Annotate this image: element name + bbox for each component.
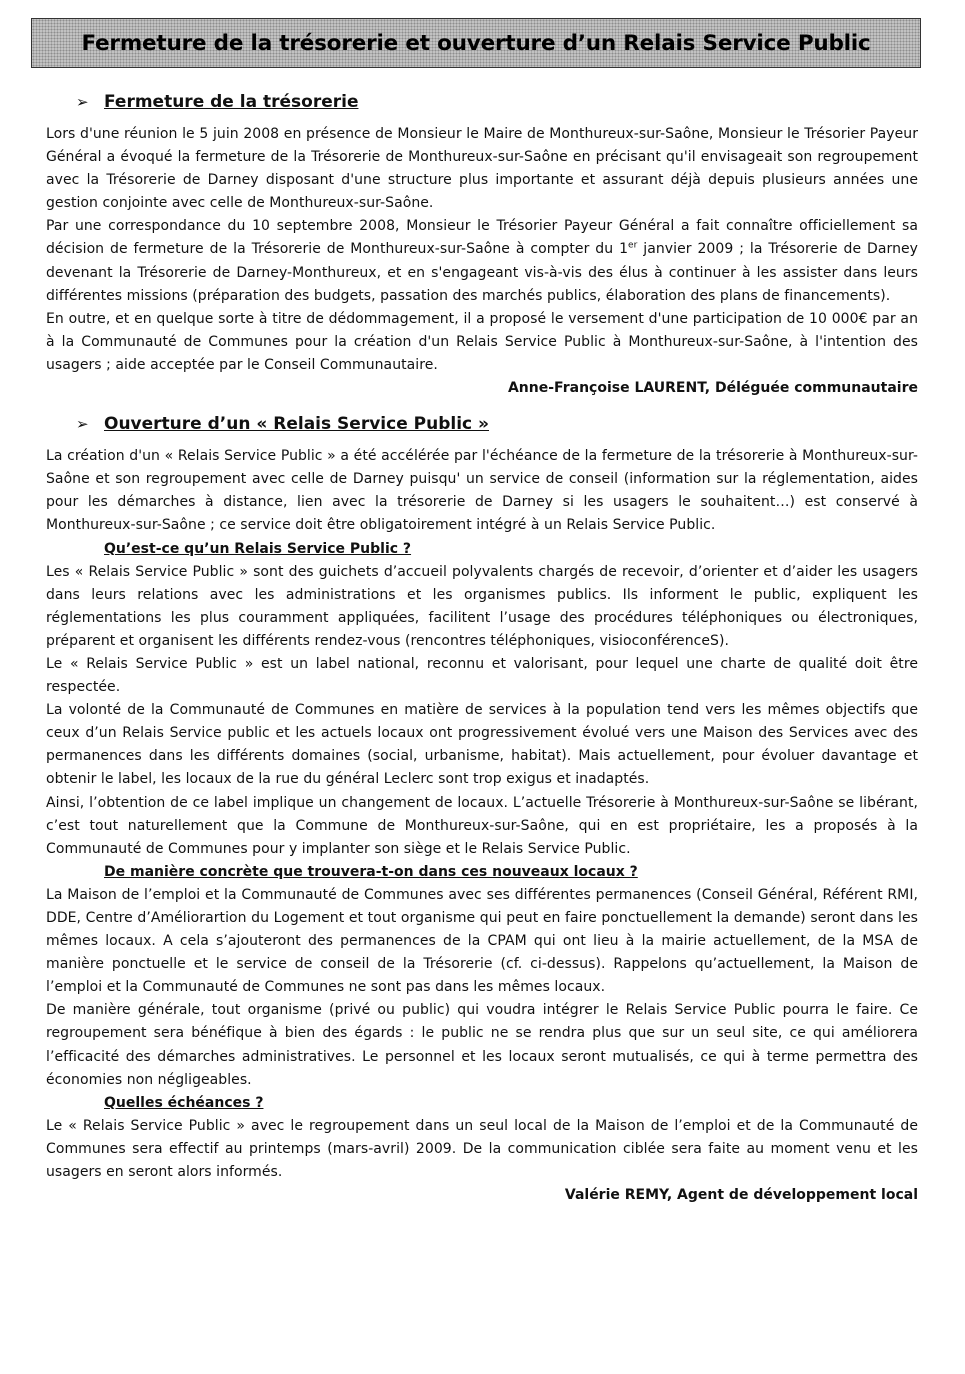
- paragraph-text: Par une correspondance du 10 septembre 2008, Monsieur le Trésorier Payeur Général a fait connaître officiellement sa décision de fermeture de la Trésorerie de Monthureux-sur-Saône à compter du 1: [46, 218, 918, 258]
- page-title: Fermeture de la trésorerie et ouverture d’un Relais Service Public: [81, 30, 871, 56]
- paragraph: [46, 215, 918, 307]
- paragraph-text: janvier 2009 ; la Trésorerie de Darney devenant la Trésorerie de Darney-Monthureux, et en s'engageant vis-à-vis des élus à continuer à les assister dans leurs différentes missions (préparation des budgets, passation des marchés publics, élaboration des plans de financements).: [46, 241, 918, 304]
- paragraph: De manière générale, tout organisme (privé ou public) qui voudra intégrer le Relais Service Public pourra le faire. Ce regroupement sera bénéfique à bien des égards : le public ne se rendra plus que sur un seul site, ce qui améliorera l’efficacité des démarches administratives. Le personnel et les locaux seront mutualisés, ce qui à terme permettra des économies non négligeables.: [46, 1002, 918, 1088]
- subheading: Qu’est-ce qu’un Relais Service Public ?: [104, 540, 412, 557]
- arrow-bullet-icon: ➢: [76, 93, 89, 111]
- author-signature: Anne-Françoise LAURENT, Déléguée communautaire: [507, 380, 918, 397]
- paragraph: La volonté de la Communauté de Communes en matière de services à la population tend vers les mêmes objectifs que ceux d’un Relais Service public et les actuels locaux ont progressivement évolué vers une Maison des Services avec des permanences dans les différents domaines (social, urbanisme, habitat). Mais actuellement, pour évoluer davantage et obtenir le label, les locaux de la rue du général Leclerc sont trop exigus et inadaptés.: [46, 702, 918, 788]
- paragraph: Ainsi, l’obtention de ce label implique un changement de locaux. L’actuelle Trésorerie à Monthureux-sur-Saône se libérant, c’est tout naturellement que la Commune de Monthureux-sur-Saône, qui en est propriétaire, les a proposés à la Communauté de Communes pour y implanter son siège et le Relais Service Public.: [46, 794, 918, 857]
- paragraph: En outre, et en quelque sorte à titre de dédommagement, il a proposé le versement d'une participation de 10 000€ par an à la Communauté de Communes pour la création d'un Relais Service Public à Monthureux-sur-Saône, à l'intention des usagers ; aide acceptée par le Conseil Communautaire.: [46, 310, 918, 373]
- paragraph: Lors d'une réunion le 5 juin 2008 en présence de Monsieur le Maire de Monthureux-sur-Saône, Monsieur le Trésorier Payeur Général a évoqué la fermeture de la Trésorerie de Monthureux-sur-Saône en précisant qu'il envisageait son regroupement avec la Trésorerie de Darney disposant d'une structure plus importante et assurant déjà depuis plusieurs années une gestion conjointe avec celle de Monthureux-sur-Saône.: [46, 126, 918, 212]
- arrow-bullet-icon: ➢: [76, 415, 89, 434]
- paragraph: La Maison de l’emploi et la Communauté de Communes avec ses différentes permanences (Conseil Général, Référent RMI, DDE, Centre d’Améliorartion du Logement et tout organisme qui peut en faire ponctuellement la demande) seront dans les mêmes locaux. A cela s’ajouteront des permanences de la CPAM qui ont lieu à la mairie actuellement, de la MSA de manière ponctuelle et le service de conseil de la Trésorerie (cf. ci-dessus). Rappelons qu’actuellement, la Maison de l’emploi et la Communauté de Communes ne sont pas dans les mêmes locaux.: [46, 886, 918, 996]
- superscript: er: [628, 240, 638, 251]
- author-signature: Valérie REMY, Agent de développement local: [564, 1187, 918, 1204]
- paragraph: La création d'un « Relais Service Public » a été accélérée par l'échéance de la fermeture de la trésorerie à Monthureux-sur-Saône et son regroupement avec celle de Darney puisqu' un service de conseil (information sur la réglementation, aides pour les démarches à distance, lien avec la trésorerie de Darney si les usagers le souhaitent…) est conservé à Monthureux-sur-Saône ; ce service doit être obligatoirement intégré à un Relais Service Public.: [46, 448, 918, 534]
- paragraph: Le « Relais Service Public » avec le regroupement dans un seul local de la Maison de l’emploi et de la Communauté de Communes sera effectif au printemps (mars-avril) 2009. De la communication ciblée sera faite au moment venu et les usagers en seront alors informés.: [46, 1117, 918, 1181]
- section-heading-fermeture: [46, 88, 918, 117]
- section-heading-ouverture: [46, 410, 918, 439]
- paragraph: Les « Relais Service Public » sont des guichets d’accueil polyvalents chargés de recevoir, d’orienter et d’aider les usagers dans leurs relations avec les administrations et les organismes publics. Ils informent le public, expliquent les réglementations les plus couramment appliquées, facilitent l’usage des procédures téléphoniques ou électroniques, préparent et organisent les différents rendez-vous (rencontres téléphoniques, visioconférenceS).: [46, 563, 918, 649]
- title-banner: [31, 18, 921, 68]
- subheading: De manière concrète que trouvera-t-on dans ces nouveaux locaux ?: [104, 863, 638, 880]
- paragraph: Le « Relais Service Public » est un label national, reconnu et valorisant, pour lequel une charte de qualité doit être respectée.: [46, 655, 918, 696]
- section-heading-text: Fermeture de la trésorerie: [104, 92, 359, 112]
- article-body: [46, 88, 918, 1217]
- section-heading-text: Ouverture d’un « Relais Service Public »: [104, 414, 489, 435]
- subheading: Quelles échéances ?: [104, 1094, 264, 1111]
